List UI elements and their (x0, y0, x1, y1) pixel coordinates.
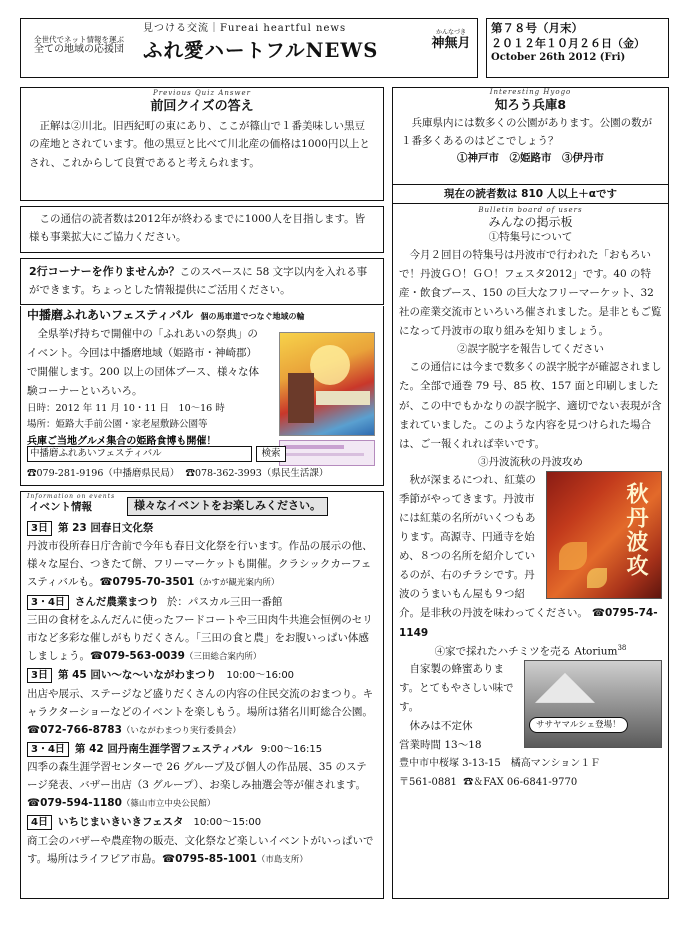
masthead-tagline-1: 全世代でネット情報を運ぶ (34, 35, 124, 44)
masthead-tagline (29, 35, 129, 57)
event-org: （三田総合案内所） (184, 651, 262, 662)
board-s4-contact (399, 774, 662, 792)
festival-search-button[interactable]: 検索 (256, 446, 286, 462)
readers-now-text: 現在の読者数は 810 人以上＋αです (444, 188, 617, 200)
event-heading (27, 519, 377, 537)
festival-heading (27, 306, 377, 325)
board-s4-title (399, 643, 662, 660)
hyogo-quiz-box (392, 87, 669, 185)
events-box (20, 491, 384, 899)
festival-body: 全県挙げ持ちで開催中の「ふれあいの祭典」のイベント。今回は中播磨地域（姫路市・神崎郡）で開催します。200 以上の団体ブース、様々な体験コーナーといろいろ。 (27, 328, 260, 397)
event-item (27, 740, 377, 813)
ticket-stripe-2 (284, 453, 364, 456)
corner-title: 2行コーナーを作りませんか？ (29, 265, 180, 278)
event-body (27, 832, 377, 868)
hyogo-quiz-title: 知ろう兵庫8 (494, 97, 567, 112)
masthead-subtitle: 見つける交流｜Fureai heartful news (143, 23, 347, 34)
event-item (27, 813, 377, 868)
marche-tent-shape (535, 673, 595, 703)
hyogo-quiz-script: Interesting Hyogo (489, 88, 572, 96)
board-s4-post: 〒561-0881 (399, 776, 457, 788)
event-item (27, 519, 377, 592)
event-place: 於：パスカル三田一番館 (166, 595, 283, 608)
poster-banner-shape (316, 391, 370, 405)
board-box (392, 203, 669, 899)
event-name: さんだ農業まつり (74, 595, 159, 608)
event-heading (27, 740, 377, 759)
festival-section (20, 306, 384, 486)
issue-date-jp: ２０１２年１０月２６日（金） (491, 37, 645, 51)
masthead-tagline-2: 全ての地域の応援団 (34, 44, 124, 56)
event-tel: ☎ 0795-85-1001 (162, 853, 257, 865)
readers-goal-text: この通信の読者数は2012年が終わるまでに1000人を目指します。皆様も事業拡大にご協力ください。 (29, 213, 366, 244)
event-heading (27, 666, 377, 685)
masthead-title: ふれ愛ハートフルNEWS (143, 39, 379, 62)
masthead-month (427, 29, 475, 52)
festival-subtitle: 個の馬車道でつなぐ地域の輪 (200, 312, 305, 321)
event-item (27, 593, 377, 666)
events-header (27, 494, 377, 516)
autumn-flyer-text: 秋丹波攻 (623, 481, 649, 578)
festival-ticket-image (279, 440, 375, 466)
board-s2-title: ②誤字脱字を報告してください (457, 343, 604, 356)
leaf-shape (559, 542, 587, 570)
issue-box (486, 18, 669, 78)
ticket-stripe (284, 445, 344, 449)
issue-date-en: October 26th 2012 (Fri) (491, 52, 626, 64)
board-s3-text: 秋が深まるにつれ、紅葉の季節がやってきます。丹波市には紅葉の名所がいくつもあります。高源寺、円通寺を始め、８つの名所を紹介しているのが、右のチラシです。丹波のうまいもん屋も９つ紹介。是非秋の丹波を味わってください。 (399, 473, 588, 620)
autumn-flyer-image (546, 471, 662, 599)
board-s3-tel: ☎ 0795-74-1149 (399, 607, 658, 638)
board-s4-body: 自家製の蜂蜜あります。とてもやさしい味です。 (399, 662, 514, 714)
event-body (27, 611, 377, 665)
events-title: イベント情報 (29, 501, 92, 513)
festival-place: 場所：姫路大手前公園・家老屋敷跡公園等 (27, 418, 208, 430)
readers-goal-box (20, 206, 384, 253)
quiz-answer-title: 前回クイズの答え (150, 99, 254, 114)
board-s4-address: 豊中市中桜塚 3-13-15 橘高マンション１Ｆ (399, 758, 601, 770)
leaf-shape-2 (587, 568, 607, 588)
event-tel: ☎ 072-766-8783 (27, 724, 122, 736)
quiz-answer-box (20, 87, 384, 201)
event-item (27, 666, 377, 739)
event-org: （篠山市立中央公民館） (121, 799, 216, 810)
corner-text (29, 262, 375, 300)
quiz-answer-script: Previous Quiz Answer (153, 89, 251, 97)
marche-bubble: ササヤマルシェ登場！ (529, 717, 628, 733)
festival-contacts (27, 466, 328, 481)
event-time: 9:00～16:15 (260, 743, 323, 755)
event-tel: ☎ 079-594-1180 (27, 797, 122, 809)
event-org: （かすが観光案内所） (194, 578, 280, 589)
festival-gourmet: 兵庫ご当地グルメ集合の姫路食博も開催！ (27, 436, 217, 448)
festival-tel-1: ☎ 079-281-9196（中播磨県民局） (27, 468, 179, 479)
board-s4-sup: 38 (617, 643, 627, 652)
event-body (27, 758, 377, 812)
event-date: 3日 (27, 521, 52, 536)
quiz-answer-text: 正解は②川北。旧西紀町の東にあり、ここが篠山で１番美味しい黒豆の産地とされています。他の黒豆と比べて川北産の価格は1000円以上とされ、これからして良質であると考えられます。 (29, 119, 370, 170)
board-title: みんなの掲示板 (488, 215, 573, 229)
event-name: 第 23 回春日文化祭 (57, 522, 154, 534)
festival-dateline: 日時：2012 年 11 月 10・11 日 10～16 時 (27, 402, 225, 414)
event-body-text: 三田の食材をふんだんに使ったフードコートや三田肉牛共進会恒例のセリ市など多彩な催しがもりだくさん。「三田の食と農」をお腹いっぱい体感しましょう。 (27, 613, 373, 662)
board-s3-title: ③丹波流秋の丹波攻め (478, 455, 583, 468)
board-s4-telfax: ☎ ＆FAX 06-6841-9770 (463, 777, 577, 788)
board-s4-closed: 休みは不定休 (409, 720, 473, 733)
hyogo-quiz-options: ①神戸市 ②姫路市 ③伊丹市 (457, 152, 604, 165)
event-tel: ☎ 0795-70-3501 (99, 576, 194, 588)
festival-search-term: 中播磨ふれあいフェスティバル (30, 448, 162, 459)
board-s4-wrap (399, 660, 662, 792)
event-body-text: 四季の森生涯学習センターで 26 グループ及び個人の作品展、35 のステージ発表、バザー出店（3 グループ）、お楽しみ抽選会等が催されます。 (27, 761, 367, 792)
hyogo-quiz-question: 兵庫県内には数多くの公園があります。公園の数が１番多くあるのはどこでしょう？ (401, 116, 653, 147)
board-script: Bulletin board of users (478, 206, 583, 214)
event-heading (27, 813, 377, 832)
board-s3-wrap (399, 471, 662, 643)
board-s1-title: ①特集号について (488, 231, 573, 244)
event-body-text: 出店や展示、ステージなど盛りだくさんの内容の住民交流のおまつり。キャラクターショーなどのイベントを楽しもう。場所は猪名川町総合公園。 (27, 687, 374, 718)
issue-number: 第７８号（月末） (491, 21, 583, 35)
board-s4-hours: 営業時間 13～18 (399, 739, 482, 752)
board-s1-body: 今月２回目の特集号は丹波市で行われた「おもろいで！丹波ＧＯ！ＧＯ！フェスタ2012」です。40 の特産・飲食ブース、150 の巨大なフリーマーケット、32 社の産業交流市といろいろ催されました。是非ともご覧になって丹波市の取り組みを知りましょう。 (399, 248, 662, 338)
event-org: （いながわまつり実行委員会） (121, 725, 241, 736)
event-body (27, 685, 377, 739)
corner-body: このスペースに 58 文字以内を入れる事ができます。ちょっとした情報提供にご活用ください。 (29, 266, 368, 297)
event-date: 3日 (27, 668, 52, 683)
event-date: 3・4日 (27, 595, 69, 610)
event-org: （市島支所） (256, 854, 308, 865)
month-kana: かんなづき (435, 29, 466, 36)
board-s4-title-text: ④家で採れたハチミツを売る Atorium (434, 645, 618, 658)
festival-tel-2: ☎ 078-362-3993（県民生活課） (185, 468, 328, 479)
event-body-text: 丹波市役所春日庁舎前で今年も春日文化祭を行います。作品の展示の他、様々な屋台、つきたて餅、フリーマーケットも開催。クラシックカーフェスティバルも。 (27, 540, 373, 589)
event-tel: ☎ 079-563-0039 (90, 650, 185, 662)
marche-photo (524, 660, 662, 748)
event-name: 第 42 回丹南生涯学習フェスティバル (74, 742, 253, 755)
events-script: Information on events (27, 493, 116, 500)
corner-box (20, 258, 384, 305)
event-date: 3・4日 (27, 742, 69, 757)
events-banner: 様々なイベントをお楽しみください。 (127, 497, 328, 516)
poster-sun-shape (310, 345, 350, 385)
festival-poster-image (279, 332, 375, 436)
readers-now-box (392, 184, 669, 204)
event-body-text: 商工会のバザーや農産物の販売、文化祭など楽しいイベントがいっぱいです。場所はライフピア市島。 (27, 834, 374, 865)
poster-castle-shape (288, 373, 314, 423)
event-body (27, 537, 377, 591)
event-date: 4日 (27, 815, 52, 830)
festival-search-input[interactable] (27, 446, 252, 462)
event-time: 10:00～15:00 (193, 817, 262, 829)
month-name: 神無月 (431, 36, 471, 52)
event-name: 第 45 回い～な～いながわまつり (57, 669, 217, 682)
board-s2-body: この通信には今まで数多くの誤字脱字が確認されました。全部で通巻 79 号、85 枚、157 面と印刷しましたが、この中でもかなりの誤字脱字、適切でない表現が含まれていました。このような内容を見つけられた場合は、ご一報くれれば幸いです。 (399, 361, 662, 450)
event-heading (27, 593, 377, 611)
event-time: 10:00～16:00 (226, 670, 295, 682)
masthead (20, 18, 478, 78)
event-name: いちじまいきいきフェスタ (57, 816, 184, 829)
festival-title: 中播磨ふれあいフェスティバル (27, 308, 194, 322)
